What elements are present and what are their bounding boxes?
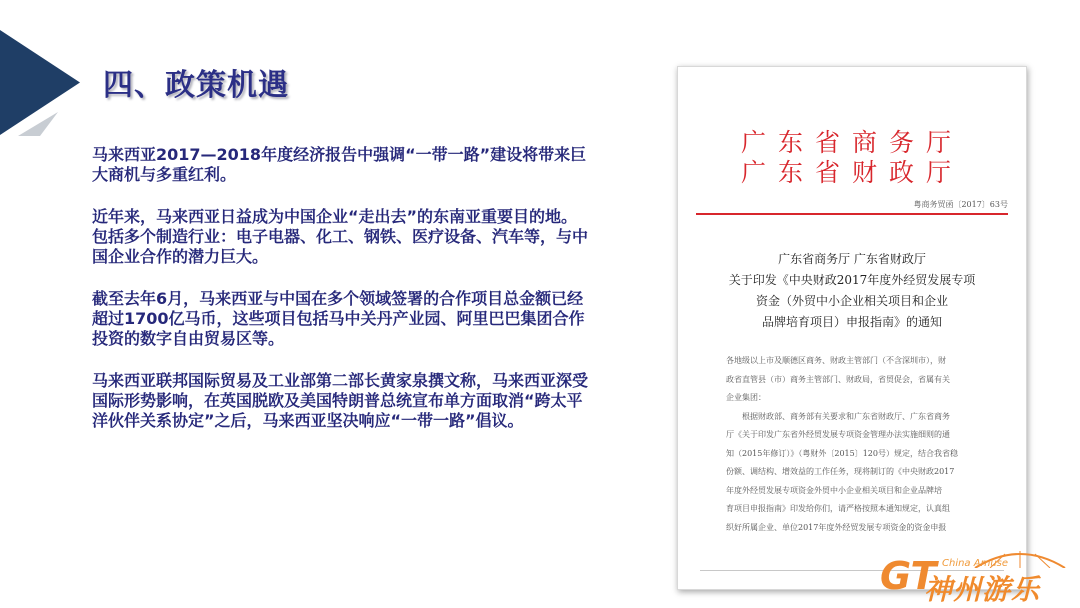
doc-body-line: 织好所属企业、单位2017年度外经贸发展专项资金的资金申报 [726, 522, 947, 532]
doc-body-line: 根据财政部、商务部有关要求和广东省财政厅、广东省商务 [726, 411, 950, 421]
paragraph: 马来西亚2017—2018年度经济报告中强调“一带一路”建设将带来巨大商机与多重红利。 [92, 145, 587, 184]
logo-brand-mark: GT [880, 554, 937, 598]
doc-subject-line: 广东省商务厅 广东省财政厅 [778, 252, 926, 266]
slide-body [92, 145, 592, 453]
doc-subject-line: 品牌培育项目）申报指南》的通知 [761, 315, 942, 329]
doc-body-line: 育项目申报指南》印发给你们，请严格按照本通知规定，认真组 [726, 504, 950, 513]
doc-body-line: 份额、调结构、增效益的工作任务，现将制订的《中央财政2017 [726, 467, 955, 476]
paragraph: 近年来，马来西亚日益成为中国企业“走出去”的东南亚重要目的地。包括多个制造行业：电子电器、化工、钢铁、医疗设备、汽车等，与中国企业合作的潜力巨大。 [92, 207, 589, 266]
logo-text-en: China Amuse [942, 558, 1009, 569]
doc-body-line: 年度外经贸发展专项资金外贸中小企业相关项目和企业品牌培 [726, 485, 942, 495]
doc-body-line: 知（2015年修订）》（粤财外〔2015〕120号）规定，结合我省稳 [726, 448, 958, 458]
paragraph: 马来西亚联邦国际贸易及工业部第二部长黄家泉撰文称，马来西亚深受国际形势影响，在英国脱欧及美国特朗普总统宣布单方面取消“跨太平洋伙伴关系协定”之后，马来西亚坚决响应“一带一路”倡议。 [92, 371, 589, 430]
doc-subject-line: 资金（外贸中小企业相关项目和企业 [755, 294, 948, 308]
logo-text-cn: 神州游乐 [924, 573, 1041, 606]
doc-body-line: 政省直管县（市）商务主管部门、财政局，省贸促会，省属有关 [726, 374, 950, 384]
doc-red-rule [696, 213, 1008, 215]
document-image [677, 66, 1027, 590]
doc-header-line: 广东省商务厅 [740, 128, 963, 157]
doc-body [726, 353, 1002, 538]
doc-body-line: 企业集团： [726, 393, 766, 402]
paragraph: 截至去年6月，马来西亚与中国在多个领域签署的合作项目总金额已经超过1700亿马币，这些项目包括马中关丹产业园、阿里巴巴集团合作投资的数字自由贸易区等。 [92, 289, 585, 348]
doc-subject-line: 关于印发《中央财政2017年度外经贸发展专项 [728, 273, 976, 287]
doc-number: 粤商务贸函〔2017〕63号 [913, 200, 1008, 209]
arrow-decoration [0, 30, 80, 135]
slide-title: 四、政策机遇 [103, 68, 289, 103]
doc-header-line: 广东省财政厅 [740, 158, 963, 187]
doc-body-line: 厅《关于印发广东省外经贸发展专项资金管理办法实施细则的通 [726, 430, 950, 439]
doc-body-line: 各地级以上市及顺德区商务、财政主管部门（不含深圳市），财 [726, 356, 946, 365]
doc-subject [708, 249, 996, 333]
brand-logo [880, 548, 1075, 606]
